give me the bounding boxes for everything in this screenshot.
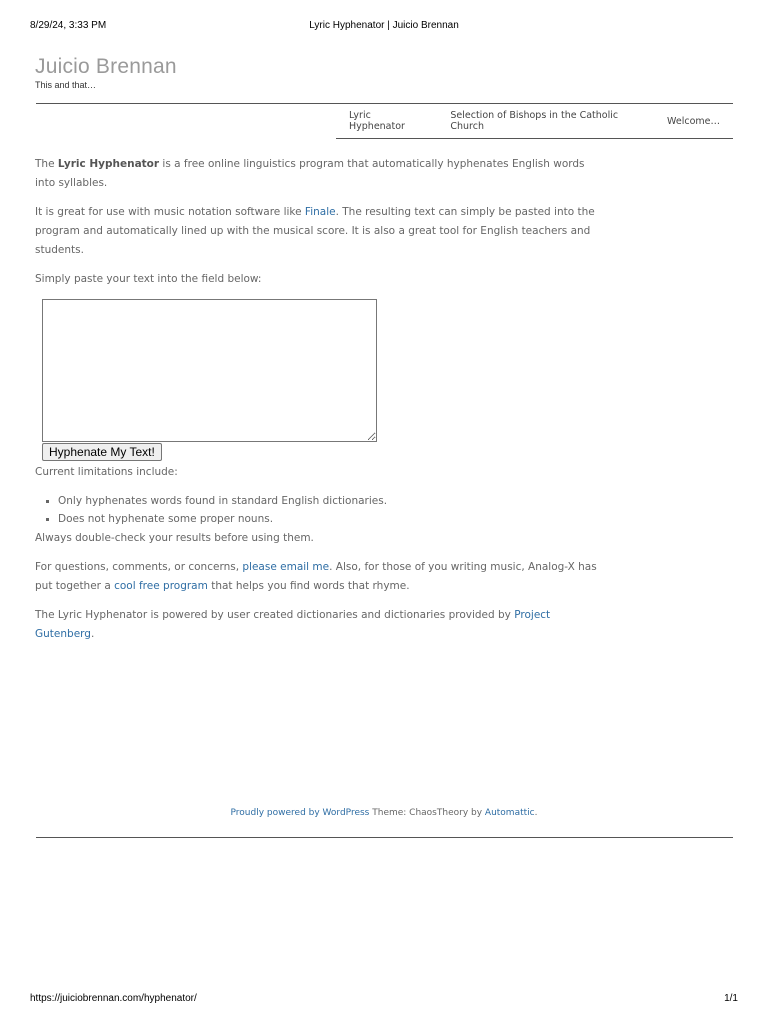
wordpress-link[interactable]: Proudly powered by WordPress — [230, 808, 370, 818]
credits-paragraph — [35, 606, 605, 644]
usage-text-start: It is great for use with music notation software like — [35, 206, 305, 218]
double-check-note: Always double-check your results before using them. — [35, 532, 314, 544]
contact-text-mid: . Also, for those of you writing music, Analog-X has put together a — [35, 561, 597, 592]
lyrics-input[interactable] — [42, 299, 377, 442]
page-content — [35, 155, 605, 654]
nav-item-bishops[interactable]: Selection of Bishops in the Catholic Church — [450, 110, 619, 132]
contact-paragraph — [35, 558, 605, 596]
hyphenator-form — [42, 299, 605, 463]
nav-item-welcome[interactable]: Welcome… — [667, 115, 720, 127]
site-description: This and that… — [35, 80, 97, 90]
print-page-count: 1/1 — [724, 993, 738, 1004]
hyphenate-button[interactable]: Hyphenate My Text! — [42, 443, 162, 461]
print-footer — [30, 993, 738, 1007]
limitations-list — [35, 492, 605, 528]
list-item: Only hyphenates words found in standard English dictionaries. — [58, 492, 605, 510]
intro-text-start: The — [35, 158, 58, 170]
project-gutenberg-link[interactable]: Project Gutenberg — [35, 609, 551, 640]
rhyme-program-link[interactable]: cool free program — [114, 580, 208, 592]
list-item: Does not hyphenate some proper nouns. — [58, 510, 605, 528]
contact-text-start: For questions, comments, or concerns, — [35, 561, 243, 573]
lyric-hyphenator-name: Lyric Hyphenator — [57, 158, 160, 170]
nav-item-lyric-hyphenator[interactable]: Lyric Hyphenator — [349, 110, 405, 132]
credits-text-start: The Lyric Hyphenator is powered by user created dictionaries and dictionaries provided by — [35, 609, 515, 621]
print-url: https://juiciobrennan.com/hyphenator/ — [30, 993, 197, 1004]
email-link[interactable]: please email me — [242, 561, 330, 573]
print-datetime: 8/29/24, 3:33 PM — [30, 20, 107, 31]
nav-divider — [336, 138, 733, 139]
intro-paragraph — [35, 155, 605, 193]
print-header — [30, 20, 738, 34]
finale-link[interactable]: Finale — [304, 206, 336, 218]
contact-text-end: that helps you find words that rhyme. — [207, 580, 410, 592]
intro-text-end: is a free online linguistics program that automatically hyphenates English words into syllables. — [35, 158, 585, 189]
paste-instruction: Simply paste your text into the field below: — [35, 273, 262, 285]
site-title[interactable]: Juicio Brennan — [35, 55, 177, 78]
print-doc-title: Lyric Hyphenator | Juicio Brennan — [309, 20, 459, 31]
footer-divider — [36, 837, 733, 838]
usage-text-end: . The resulting text can simply be pasted into the program and automatically lined up with the musical score. It is also a great tool for English teachers and students. — [35, 206, 595, 256]
theme-text: Theme: ChaosTheory by — [369, 808, 485, 818]
limitations-heading: Current limitations include: — [35, 466, 178, 478]
main-nav — [336, 104, 733, 138]
credits-text-end: . — [90, 628, 95, 640]
usage-paragraph — [35, 203, 605, 260]
footer-end: . — [534, 808, 538, 818]
footer-credit — [0, 808, 768, 818]
automattic-link[interactable]: Automattic — [484, 808, 535, 818]
